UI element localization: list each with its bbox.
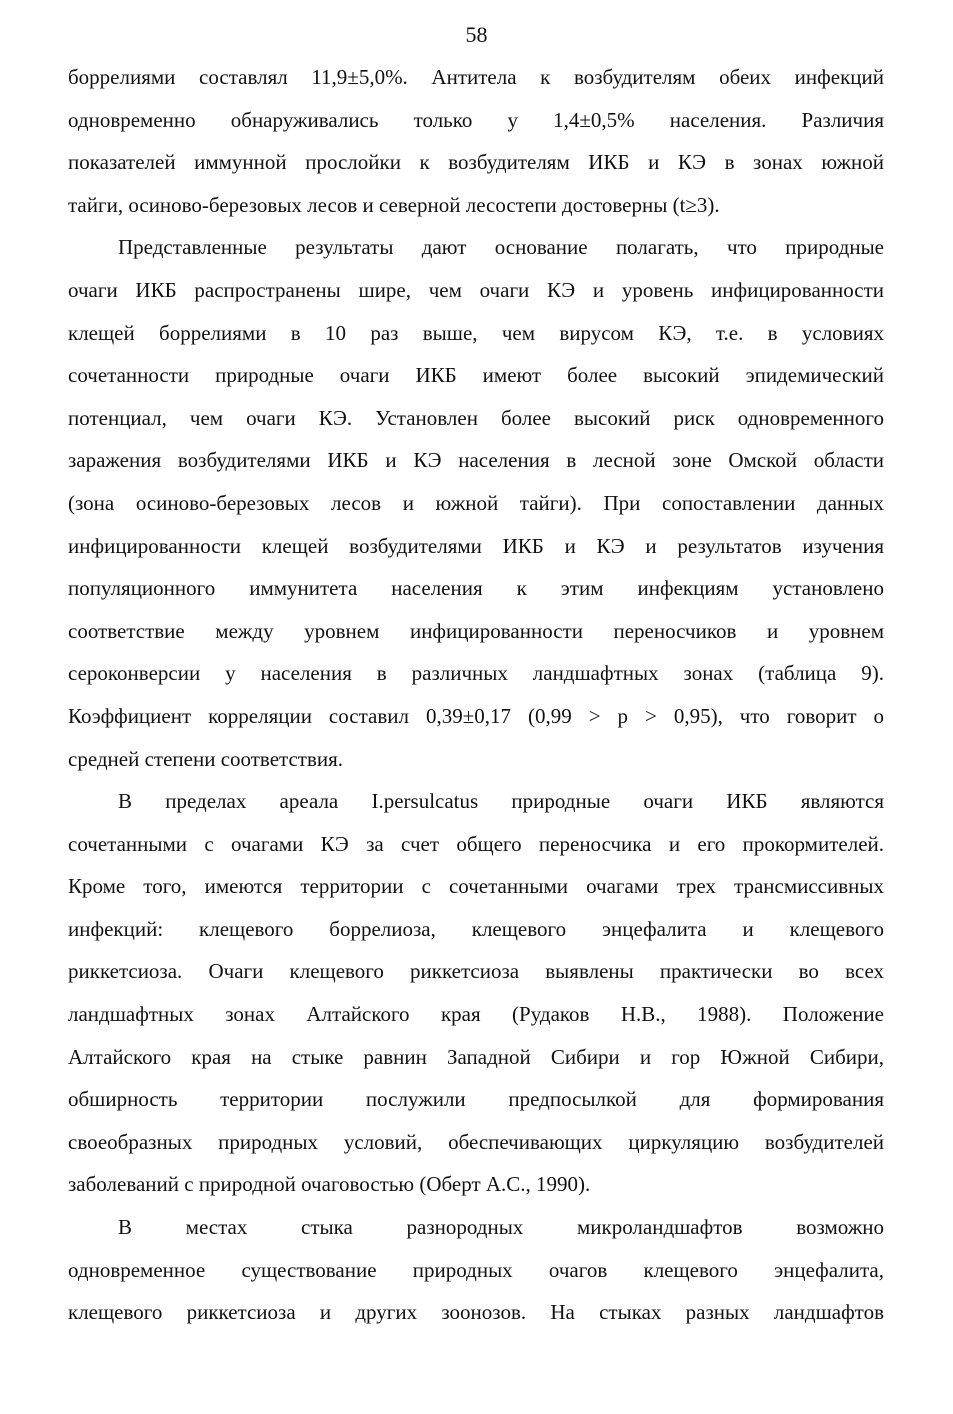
text-line: обширность территории послужили предпосылкой для формирования [68, 1087, 884, 1112]
text-line: инфекций: клещевого боррелиоза, клещевого энцефалита и клещевого [68, 916, 884, 941]
text-line: сероконверсии у населения в различных ландшафтных зонах (таблица 9). [68, 661, 884, 686]
text-line: риккетсиоза. Очаги клещевого риккетсиоза выявлены практически во всех [68, 959, 884, 984]
text-line: одновременное существование природных очагов клещевого энцефалита, [68, 1257, 884, 1282]
text-line: Представленные результаты дают основание полагать, что природные [118, 235, 884, 260]
text-line: показателей иммунной прослойки к возбудителям ИКБ и КЭ в зонах южной [68, 150, 884, 175]
text-line: заражения возбудителями ИКБ и КЭ населения в лесной зоне Омской области [68, 448, 884, 473]
text-line: средней степени соответствия. [68, 746, 344, 771]
text-line: (зона осиново-березовых лесов и южной тайги). При сопоставлении данных [68, 490, 884, 515]
text-line: клещей боррелиями в 10 раз выше, чем вирусом КЭ, т.е. в условиях [68, 320, 884, 345]
text-line: популяционного иммунитета населения к этим инфекциям установлено [68, 576, 884, 601]
text-line: заболеваний с природной очаговостью (Оберт А.С., 1990). [68, 1172, 591, 1197]
text-line: ландшафтных зонах Алтайского края (Рудаков Н.В., 1988). Положение [68, 1002, 884, 1027]
text-line: инфицированности клещей возбудителями ИКБ и КЭ и результатов изучения [68, 533, 884, 558]
text-line: очаги ИКБ распространены шире, чем очаги КЭ и уровень инфицированности [68, 277, 884, 302]
text-line: боррелиями составлял 11,9±5,0%. Антитела к возбудителям обеих инфекций [68, 65, 884, 89]
body-text [68, 56, 884, 1334]
text-line: В местах стыка разнородных микроландшафтов возможно [118, 1215, 884, 1240]
text-line: В пределах ареала I.persulcatus природные очаги ИКБ являются [118, 789, 884, 814]
paragraph [68, 780, 884, 1206]
text-line: клещевого риккетсиоза и других зоонозов. На стыках разных ландшафтов [68, 1300, 884, 1325]
text-line: потенциал, чем очаги КЭ. Установлен более высокий риск одновременного [68, 405, 884, 430]
text-line: Кроме того, имеются территории с сочетанными очагами трех трансмиссивных [68, 874, 884, 899]
paragraph [68, 1206, 884, 1334]
text-line: одновременно обнаруживались только у 1,4±0,5% населения. Различия [68, 107, 884, 132]
text-line: Коэффициент корреляции составил 0,39±0,17 (0,99 > p > 0,95), что говорит о [68, 703, 884, 728]
text-line: Алтайского края на стыке равнин Западной Сибири и гор Южной Сибири, [68, 1044, 884, 1069]
text-line: своеобразных природных условий, обеспечивающих циркуляцию возбудителей [68, 1129, 884, 1154]
text-line: сочетанности природные очаги ИКБ имеют более высокий эпидемический [68, 363, 884, 388]
page-number: 58 [465, 22, 488, 47]
text-line: тайги, осиново-березовых лесов и северной лесостепи достоверны (t≥3). [68, 192, 720, 217]
paragraph [68, 226, 884, 780]
paragraph [68, 56, 884, 226]
text-line: сочетанными с очагами КЭ за счет общего переносчика и его прокормителей. [68, 831, 884, 856]
text-line: соответствие между уровнем инфицированности переносчиков и уровнем [68, 618, 884, 643]
